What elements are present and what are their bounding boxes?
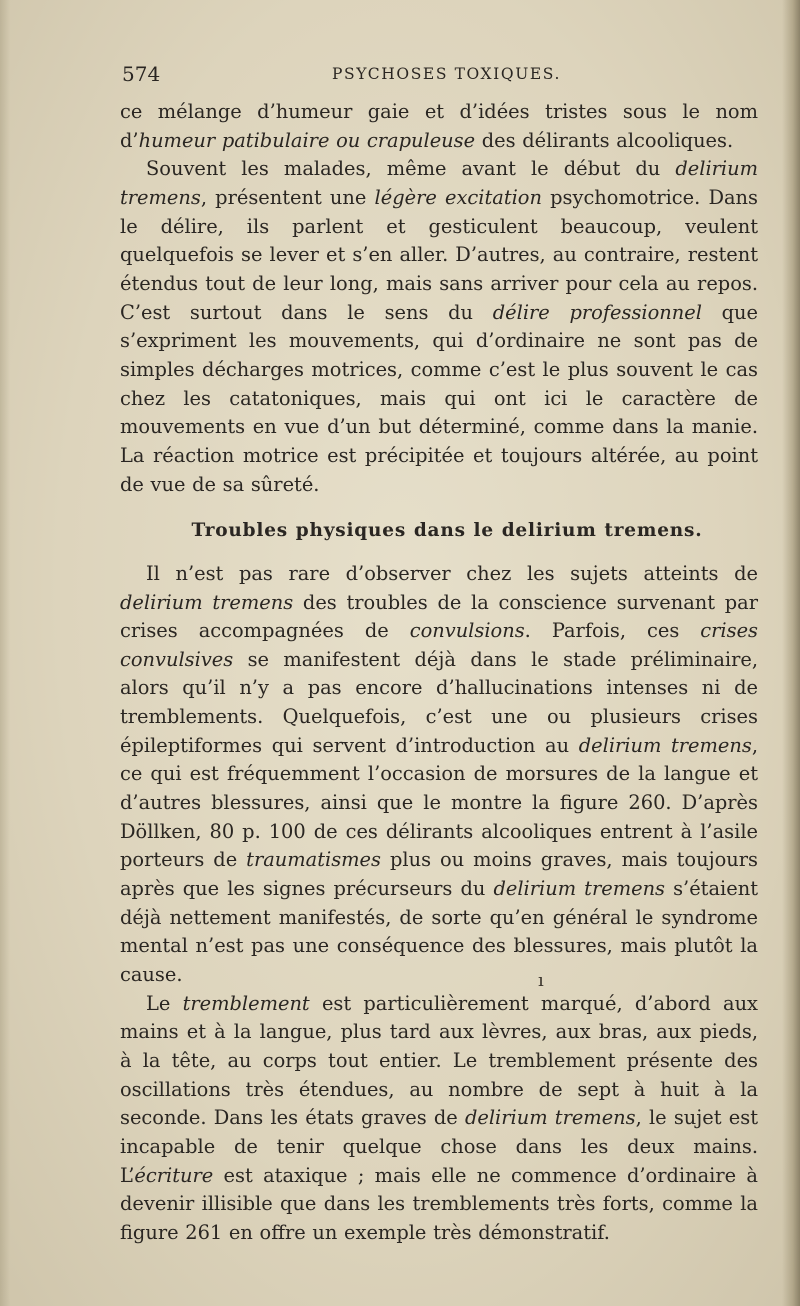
italic-term: tremblement	[182, 991, 310, 1015]
paragraph: Il n’est pas rare d’observer chez les sujets atteints de delirium tremens des troubles de la conscience survenant par crises accompagnées de convulsions. Parfois, ces crises convulsives se manifestent déjà dans le stade préliminaire, alors qu’il n’y a pas encore d’hallucinations intenses ni de tremblements. Quelquefois, c’est une ou plusieurs crises épileptiformes qui servent d’introduction au delirium tremens, ce qui est fréquemment l’occasion de morsures de la langue et d’autres blessures, ainsi que le montre la figure 260. D’après Döllken, 80 p. 100 de ces délirants alcooliques entrent à l’asile porteurs de traumatismes plus ou moins graves, mais toujours après que les signes précurseurs du delirium tremens s’étaient déjà nettement manifestés, de sorte qu’en général le syndrome mental n’est pas une conséquence des blessures, mais plutôt la cause.	[120, 561, 759, 987]
italic-term: humeur patibulaire ou crapuleuse	[138, 128, 476, 152]
page-edge-shadow	[782, 0, 800, 1306]
italic-term: traumatismes	[246, 848, 381, 872]
italic-term: delirium tremens	[120, 590, 294, 614]
paragraph: Souvent les malades, même avant le début du delirium tremens, présentent une légère excitation psychomotrice. Dans le délire, ils parlent et gesticulent beaucoup, veulent quelquefois se lever et s’en aller. D’autres, au contraire, restent étendus tout de leur long, mais sans arriver pour cela au repos. C’est surtout dans le sens du délire professionnel que s’expriment les mouvements, qui d’ordinaire ne sont pas de simples décharges motrices, comme c’est le plus souvent le cas chez les catatoniques, mais qui ont ici le caractère de mouvements en vue d’un but déterminé, comme dans la manie. La réaction motrice est précipitée et toujours altérée, au point de vue de sa sûreté.	[120, 157, 759, 496]
italic-term: delirium tremens	[493, 877, 666, 901]
italic-term: delirium tremens	[578, 733, 752, 757]
italic-term: délire professionnel	[492, 300, 702, 324]
paragraph: ce mélange d’humeur gaie et d’idées tristes sous le nom d’humeur patibulaire ou crapuleuse des délirants alcooliques.	[120, 100, 758, 152]
italic-term: delirium tremens	[464, 1106, 636, 1130]
stray-ink-mark: ı	[538, 970, 544, 991]
page-header	[122, 62, 762, 96]
italic-term: écriture	[134, 1163, 214, 1187]
body-text	[120, 98, 758, 1248]
section-heading: Troubles physiques dans le delirium tremens.	[191, 520, 703, 542]
paragraph: Le tremblement est particulièrement marqué, d’abord aux mains et à la langue, plus tard aux lèvres, aux bras, aux pieds, à la tête, au corps tout entier. Le tremblement présente des oscillations très étendues, au nombre de sept à huit à la seconde. Dans les états graves de delirium tremens, le sujet est incapable de tenir quelque chose dans les deux mains. L’écriture est ataxique ; mais elle ne commence d’ordinaire à devenir illisible que dans les tremblements très forts, comme la figure 261 en offre un exemple très démonstratif.	[120, 991, 758, 1244]
italic-term: légère excitation	[374, 185, 542, 209]
page-number: 574	[122, 62, 161, 86]
italic-term: delirium tremens	[120, 157, 758, 209]
italic-term: convulsions	[409, 619, 525, 643]
running-title: PSYCHOSES TOXIQUES.	[332, 65, 561, 83]
italic-term: crises convulsives	[120, 619, 758, 671]
page-gutter-shadow	[0, 0, 10, 1306]
